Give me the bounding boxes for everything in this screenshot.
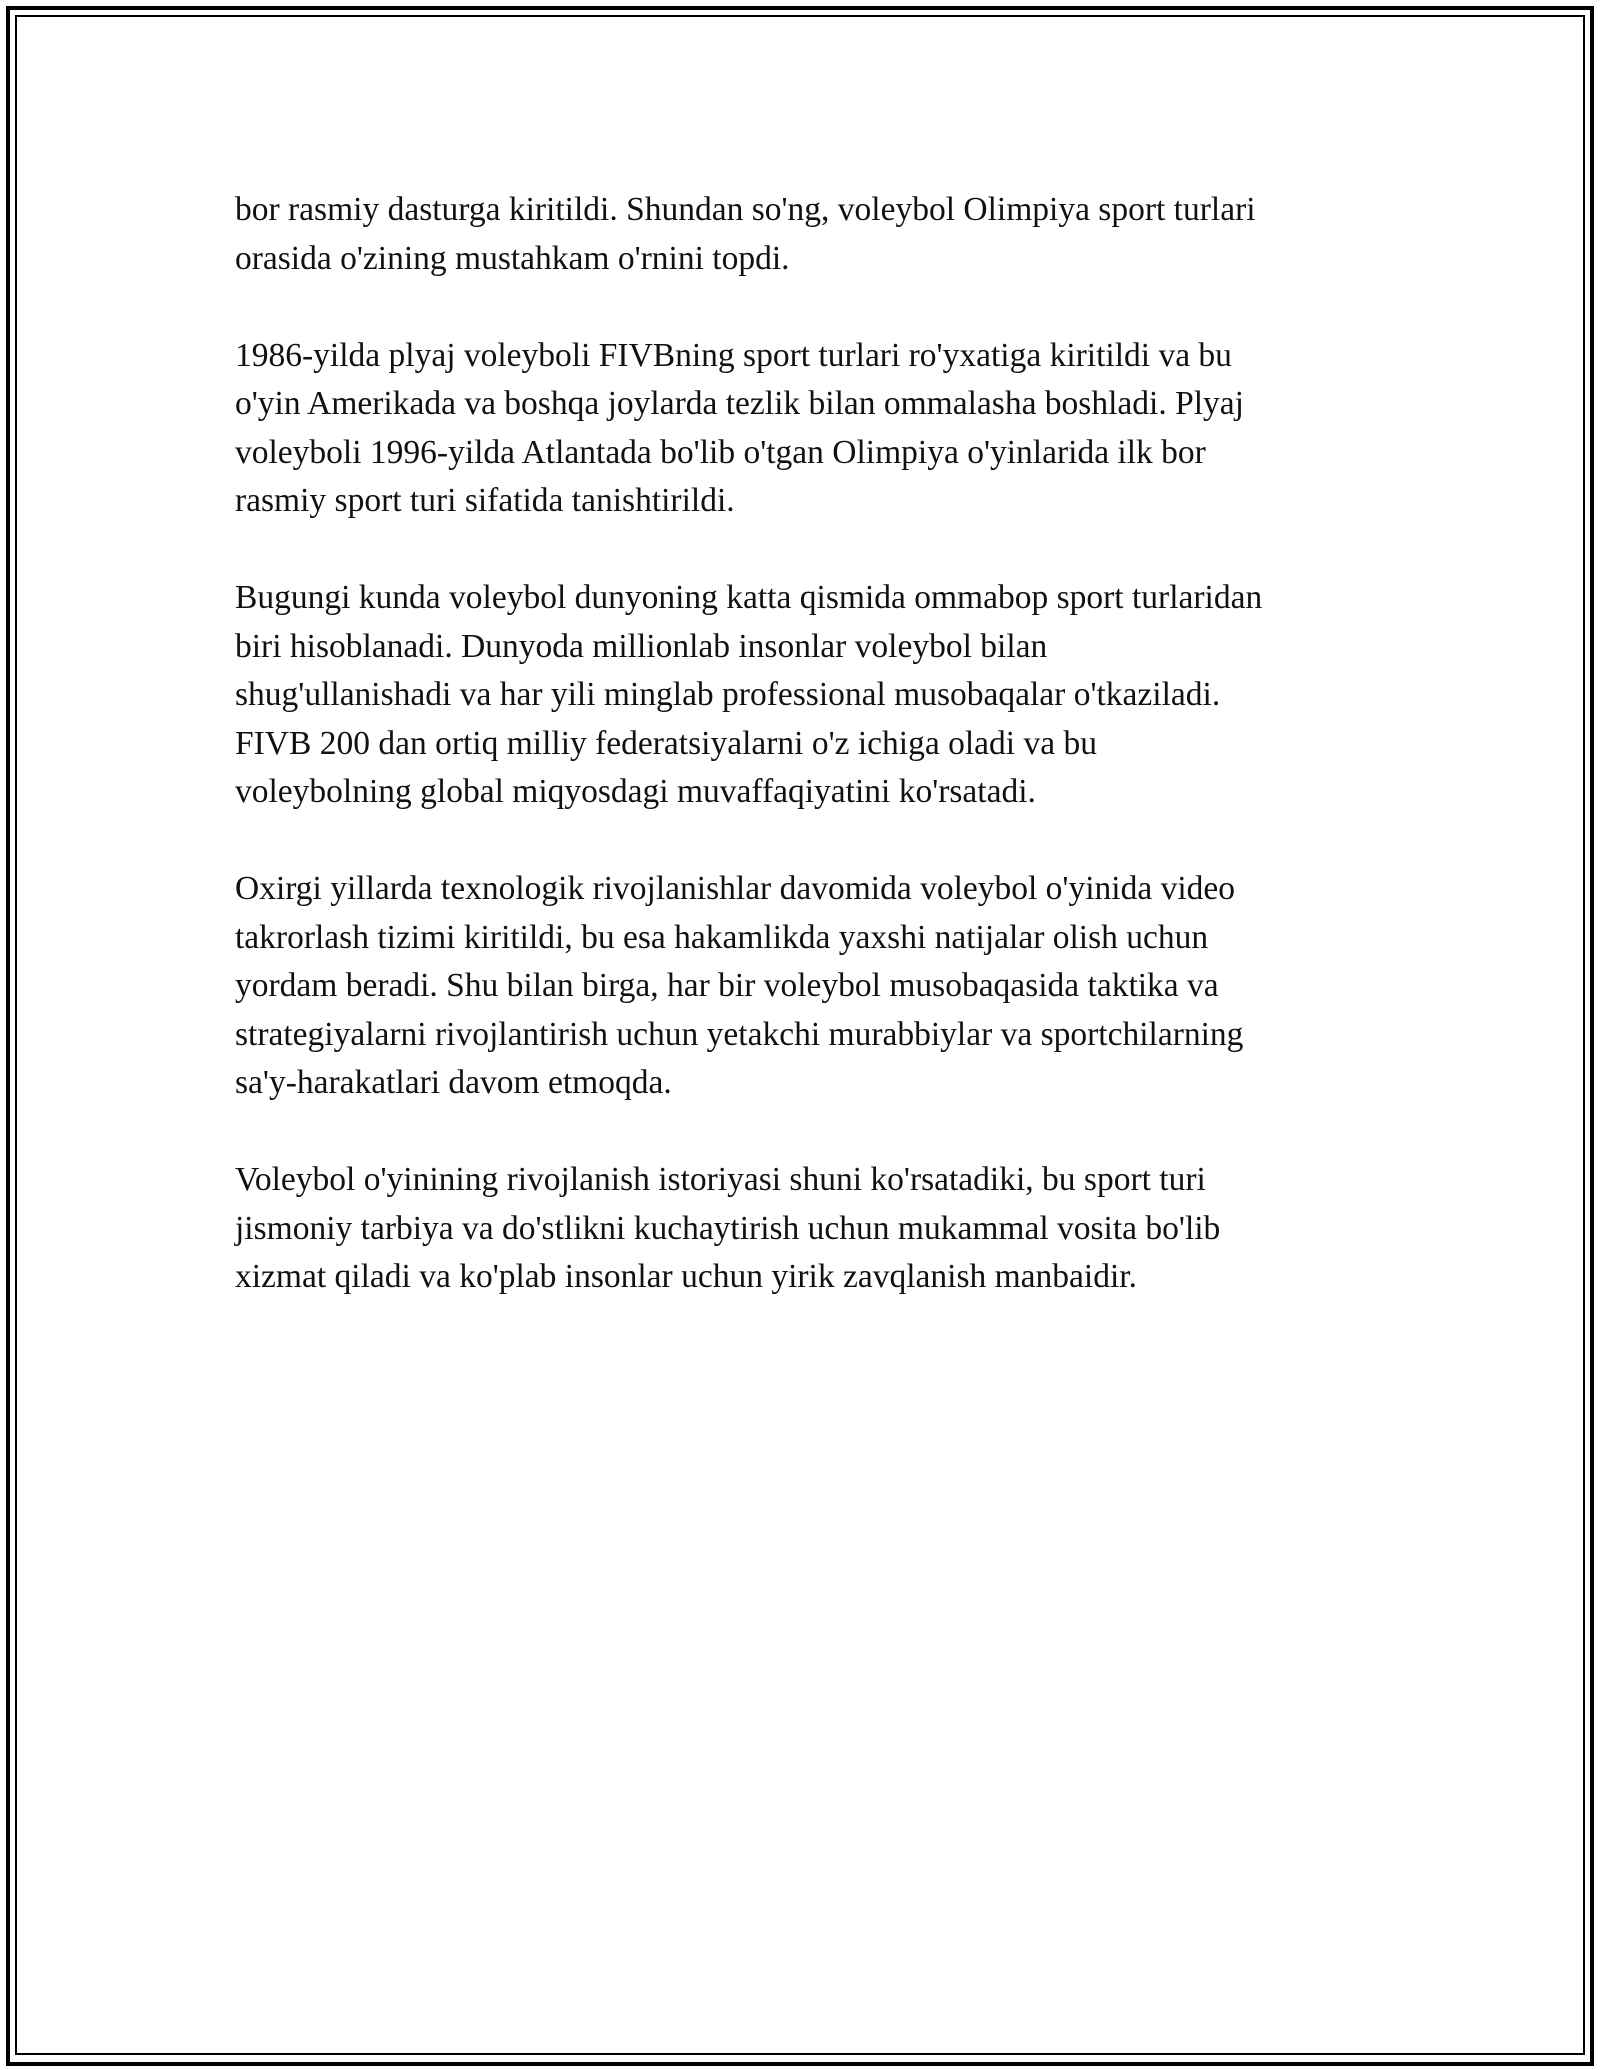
paragraph-4 — [235, 865, 1370, 1108]
text-line: orasida o'zining mustahkam o'rnini topdi. — [235, 239, 790, 277]
text-line: Oxirgi yillarda texnologik rivojlanishlar davomida voleybol o'yinida video — [235, 870, 1235, 907]
paragraph-1 — [235, 186, 1370, 283]
text-line: sa'y-harakatlari davom etmoqda. — [235, 1064, 672, 1101]
text-line: voleybolning global miqyosdagi muvaffaqiyatini ko'rsatadi. — [235, 773, 1036, 810]
text-line: takrorlash tizimi kiritildi, bu esa hakamlikda yaxshi natijalar olish uchun — [235, 918, 1209, 956]
paragraph-2 — [235, 332, 1370, 526]
paragraph-5 — [235, 1156, 1370, 1302]
text-line: shug'ullanishadi va har yili minglab professional musobaqalar o'tkaziladi. — [235, 676, 1221, 713]
text-line: voleyboli 1996-yilda Atlantada bo'lib o'tgan Olimpiya o'yinlarida ilk bor — [235, 433, 1206, 471]
text-line: jismoniy tarbiya va do'stlikni kuchaytirish uchun mukammal vosita bo'lib — [235, 1209, 1221, 1247]
text-line: yordam beradi. Shu bilan birga, har bir voleybol musobaqasida taktika va — [235, 967, 1219, 1004]
text-line: o'yin Amerikada va boshqa joylarda tezlik bilan ommalasha boshladi. Plyaj — [235, 385, 1244, 422]
text-line: Bugungi kunda voleybol dunyoning katta qismida ommabop sport turlaridan — [235, 579, 1263, 616]
text-line: biri hisoblanadi. Dunyoda millionlab insonlar voleybol bilan — [235, 627, 1048, 665]
document-body — [235, 186, 1370, 1350]
text-line: strategiyalarni rivojlantirish uchun yetakchi murabbiylar va sportchilarning — [235, 1015, 1244, 1053]
text-line: Voleybol o'yinining rivojlanish istoriyasi shuni ko'rsatadiki, bu sport turi — [235, 1161, 1206, 1198]
text-line: rasmiy sport turi sifatida tanishtirildi. — [235, 482, 735, 519]
paragraph-3 — [235, 574, 1370, 817]
text-line: 1986-yilda plyaj voleyboli FIVBning sport turlari ro'yxatiga kiritildi va bu — [235, 336, 1232, 374]
text-line: xizmat qiladi va ko'plab insonlar uchun yirik zavqlanish manbaidir. — [235, 1258, 1137, 1295]
text-line: bor rasmiy dasturga kiritildi. Shundan so'ng, voleybol Olimpiya sport turlari — [235, 191, 1256, 228]
text-line: FIVB 200 dan ortiq milliy federatsiyalarni o'z ichiga oladi va bu — [235, 724, 1097, 762]
